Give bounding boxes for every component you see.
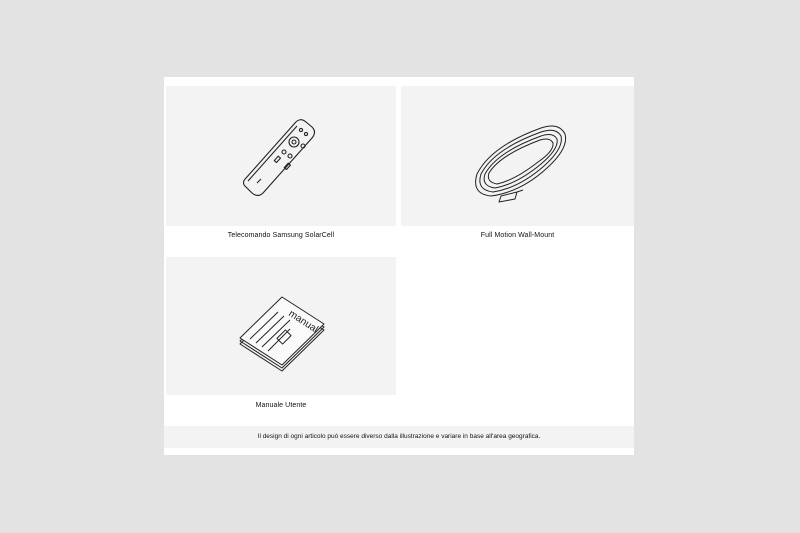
manual-cover-text: manual [286, 308, 320, 336]
coiled-cable-icon [401, 86, 634, 226]
accessories-sheet [164, 77, 634, 455]
footnote-text: Il design di ogni articolo può essere diverso dalla illustrazione e variare in base all'area geografica. [257, 433, 541, 440]
accessory-caption: Full Motion Wall-Mount [480, 232, 555, 239]
accessory-caption: Manuale Utente [255, 402, 307, 409]
manual-booklet-icon [166, 257, 396, 395]
accessory-caption: Telecomando Samsung SolarCell [227, 232, 335, 239]
accessory-tile-wall-mount [401, 86, 634, 226]
accessory-tile-manual [166, 257, 396, 395]
footnote-bar [164, 426, 634, 448]
remote-control-icon [166, 86, 396, 226]
accessory-tile-remote [166, 86, 396, 226]
